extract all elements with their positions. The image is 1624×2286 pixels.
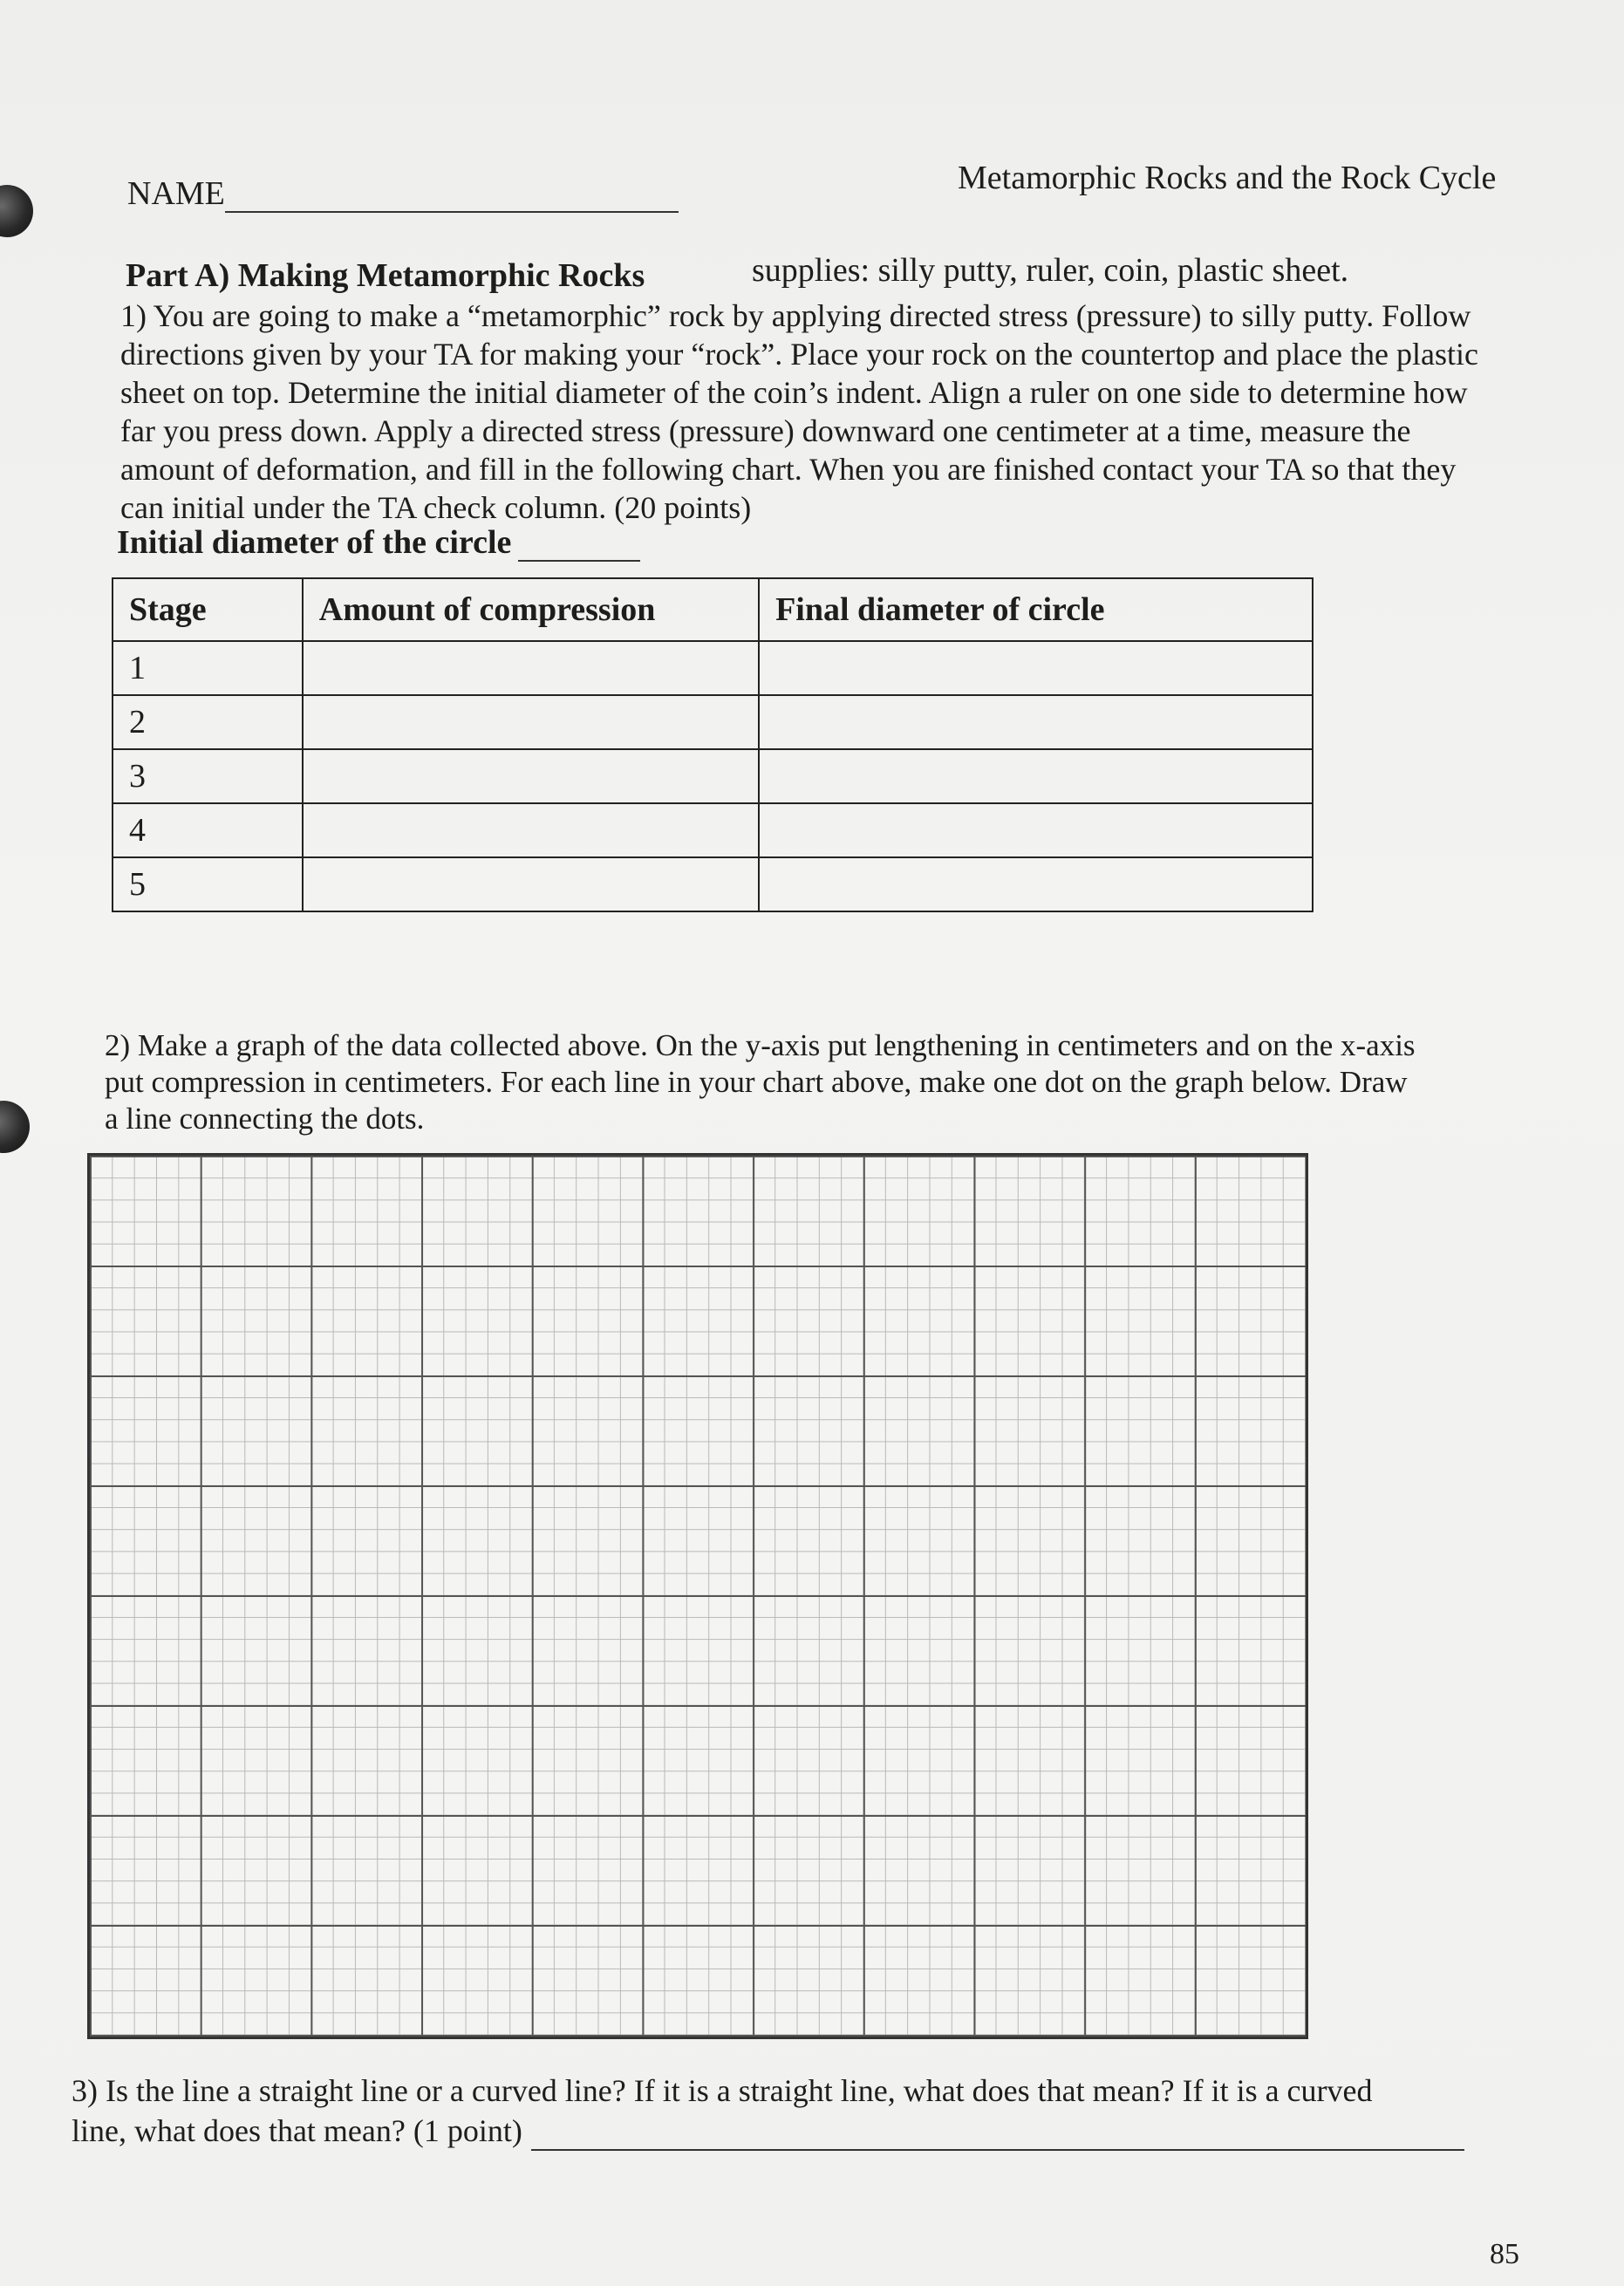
- supplies-text: supplies: silly putty, ruler, coin, plastic sheet.: [752, 252, 1349, 289]
- header-stage: Stage: [113, 578, 303, 641]
- table-header-row: [113, 578, 1313, 641]
- question-1: [120, 297, 1551, 527]
- q2-line: put compression in centimeters. For each line in your chart above, make one dot on the graph below. Draw: [105, 1065, 1408, 1099]
- q2-line: a line connecting the dots.: [105, 1102, 425, 1136]
- q1-line: sheet on top. Determine the initial diameter of the coin’s indent. Align a ruler on one side to determine how: [120, 375, 1468, 410]
- part-a-heading: Part A) Making Metamorphic Rocks: [126, 257, 645, 294]
- q3-line: 3) Is the line a straight line or a curved line? If it is a straight line, what does that mean? If it is a curved: [72, 2073, 1373, 2108]
- q3-line: line, what does that mean? (1 point): [72, 2111, 1554, 2151]
- name-blank[interactable]: [225, 181, 679, 213]
- table-row: [113, 857, 1313, 911]
- header-final-diameter: Final diameter of circle: [759, 578, 1313, 641]
- page-title: Metamorphic Rocks and the Rock Cycle: [958, 160, 1497, 196]
- compression-input-cell[interactable]: [303, 803, 759, 857]
- diameter-input-cell[interactable]: [759, 749, 1313, 803]
- initial-diameter-field[interactable]: [117, 523, 640, 562]
- diameter-input-cell[interactable]: [759, 695, 1313, 749]
- compression-input-cell[interactable]: [303, 857, 759, 911]
- table-row: [113, 695, 1313, 749]
- q1-line: amount of deformation, and fill in the following chart. When you are finished contact your TA so that they: [120, 452, 1457, 487]
- stage-cell: 1: [113, 641, 303, 695]
- page-number: 85: [1490, 2238, 1519, 2270]
- name-field[interactable]: [127, 174, 679, 213]
- initial-diameter-blank[interactable]: [518, 530, 640, 562]
- name-label: NAME: [127, 175, 225, 212]
- table-row: [113, 641, 1313, 695]
- header-amount-of-compression: Amount of compression: [303, 578, 759, 641]
- answer-blank[interactable]: [531, 2123, 1464, 2151]
- table-row: [113, 803, 1313, 857]
- stage-cell: 2: [113, 695, 303, 749]
- compression-input-cell[interactable]: [303, 641, 759, 695]
- graph-paper[interactable]: [87, 1153, 1308, 2039]
- table-row: [113, 749, 1313, 803]
- diameter-input-cell[interactable]: [759, 641, 1313, 695]
- q1-line: directions given by your TA for making your “rock”. Place your rock on the countertop and place the plastic: [120, 337, 1478, 372]
- q2-line: 2) Make a graph of the data collected above. On the y-axis put lengthening in centimeters and on the x-axis: [105, 1028, 1416, 1062]
- compression-table: [112, 577, 1314, 912]
- stage-cell: 3: [113, 749, 303, 803]
- stage-cell: 4: [113, 803, 303, 857]
- question-3: [72, 2071, 1554, 2151]
- binder-hole-icon: [0, 1101, 30, 1153]
- compression-input-cell[interactable]: [303, 749, 759, 803]
- diameter-input-cell[interactable]: [759, 803, 1313, 857]
- diameter-input-cell[interactable]: [759, 857, 1313, 911]
- initial-diameter-label: Initial diameter of the circle: [117, 524, 512, 561]
- q1-line: 1) You are going to make a “metamorphic” rock by applying directed stress (pressure) to silly putty. Follow: [120, 298, 1471, 333]
- stage-cell: 5: [113, 857, 303, 911]
- q1-line: can initial under the TA check column. (20 points): [120, 490, 752, 525]
- question-2: [105, 1027, 1570, 1137]
- binder-hole-icon: [0, 185, 33, 237]
- q1-line: far you press down. Apply a directed stress (pressure) downward one centimeter at a time, measure the: [120, 413, 1411, 448]
- compression-input-cell[interactable]: [303, 695, 759, 749]
